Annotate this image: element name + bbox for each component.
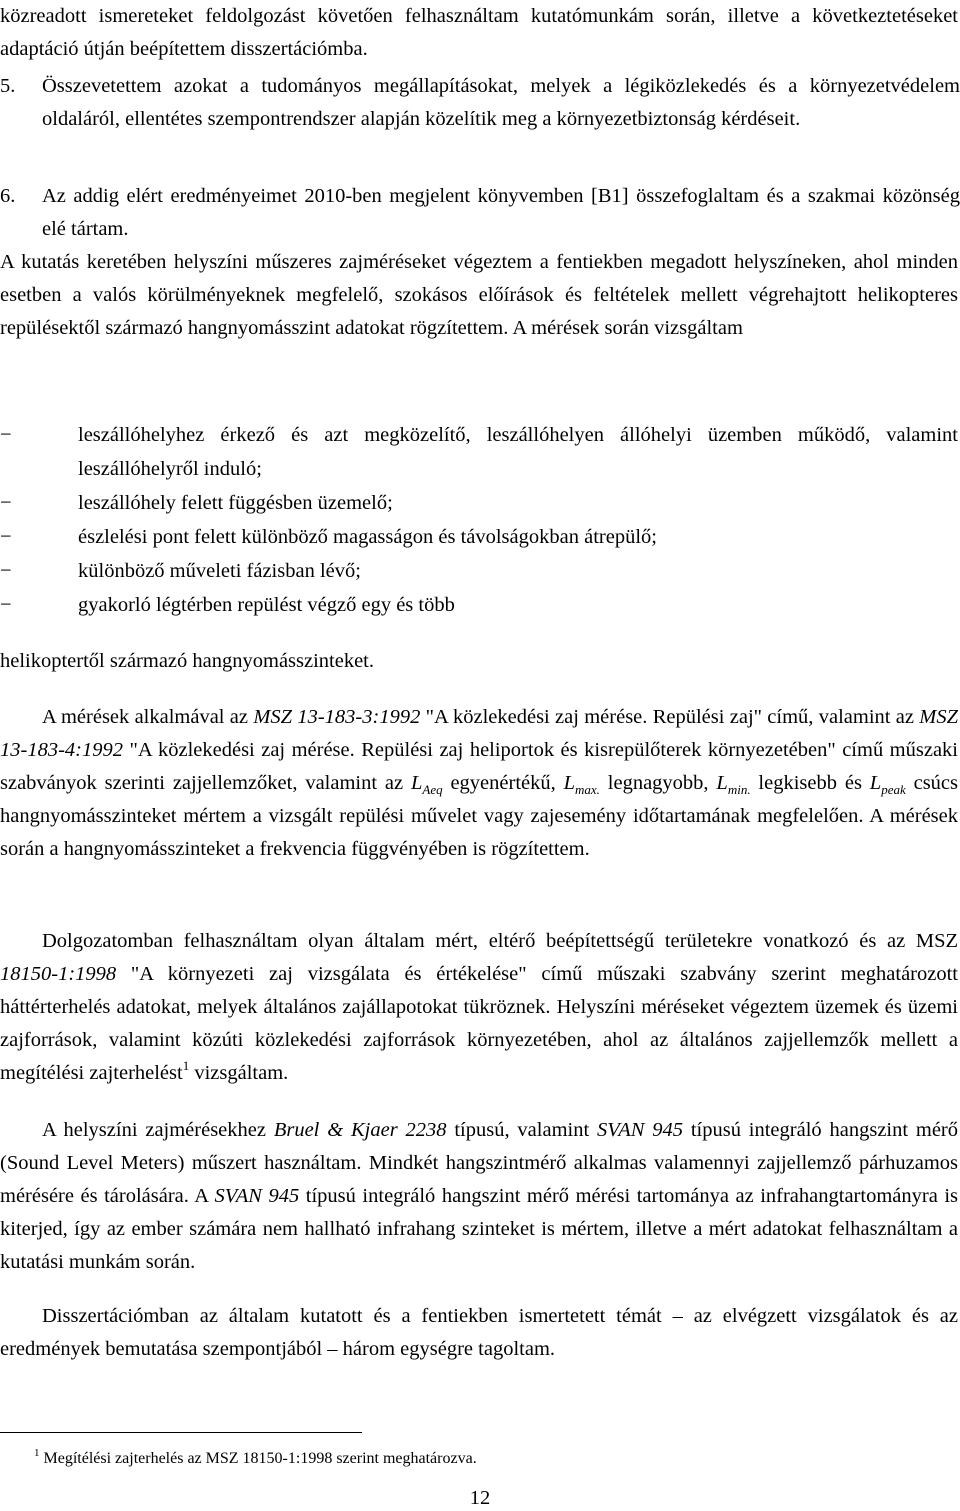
subscript: Aeq [422,782,443,797]
instrument-name: SVAN 945 [214,1185,300,1207]
dash-marker: − [0,492,12,514]
list-item: − észlelési pont felett különböző magasságon és távolságokban átrepülő; [0,520,958,554]
footnote: $^1$ Megítélési zajterhelés az MSZ 18150-1:1998 szerint meghatározva. [34,1447,477,1467]
dash-marker: − [0,526,12,548]
item-text: Összevetettem azokat a tudományos megállapításokat, melyek a légiközlekedés és a környezetvédelem oldaláról, ellentétes szempontrendszer alapján közelítik meg a környezetbiztonság kérdéseit. [42,75,960,130]
instruments-paragraph: A helyszíni zajmérésekhez Bruel & Kjaer 2238 típusú, valamint SVAN 945 típusú integráló hangszint mérő (Sound Level Meters) műszert használtam. Mindkét hangszintmérő alkalmas valamennyi zajjellemző párhuzamos mérésére és tárolására. A SVAN 945 típusú integráló hangszint mérő mérési tartománya az infrahangtartományra is kiterjed, így az ember számára nem hallható infrahang szinteket is mértem, illetve a mért adatokat felhasználtam a kutatási munkám során. [0,1119,959,1273]
subscript: min. [727,782,751,797]
subscript: max. [575,782,600,797]
closing-paragraph: Disszertációmban az általam kutatott és a fentiekben ismertetett témát – az elvégzett vizsgálatok és az eredmények bemutatása szempontjából – három egységre tagoltam. [0,1305,958,1360]
standard-ref: 18150-1:1998 [0,963,117,985]
list-conclusion: helikoptertől származó hangnyomásszinteket. [0,650,375,672]
instrument-name: SVAN 945 [596,1119,684,1141]
item-number: 6. [0,185,16,207]
dash-marker: − [0,594,12,616]
dash-marker: − [0,560,12,582]
item-text: Az addig elért eredményeimet 2010-ben megjelent könyvemben [B1] összefoglaltam és a szakmai közönség elé tártam. [42,185,960,240]
footnote-ref: 1 [182,1058,190,1073]
list-item: − leszállóhelyhez érkező és azt megközelítő, leszállóhelyen állóhelyi üzemben működő, valamint leszállóhelyről induló; [0,418,958,486]
footnote-mark: 1 [34,1447,40,1459]
footnote-separator [0,1432,362,1433]
standard-ref: MSZ 13-183-3:1992 [253,706,421,728]
item-number: 5. [0,75,16,97]
subscript: peak [881,782,906,797]
list-item: − gyakorló légtérben repülést végző egy és több [0,588,958,622]
numbered-item-5 [0,70,960,136]
list-item: − különböző műveleti fázisban lévő; [0,554,958,588]
standards-paragraph: A mérések alkalmával az MSZ 13-183-3:1992 "A közlekedési zaj mérése. Repülési zaj" című, valamint az MSZ 13-183-4:1992 "A közlekedési zaj mérése. Repülési zaj heliportok és kisrepülőterek környezetében" című műszaki szabványok szerinti zajjellemzőket, valamint az $L_{Aeq}$ egyenértékű, $L_{max.}$ legnagyobb, $L_{min.}$ legkisebb és $L_{peak}$ csúcs hangnyomásszinteket mértem a vizsgált repülési művelet vagy zajesemény időtartamának megfelelően. A mérések során a hangnyomásszinteket a frekvencia függvényében is rögzítettem. [0,706,959,860]
measurement-list [0,418,958,622]
dash-marker: − [0,424,12,446]
list-item: − leszállóhely felett függésben üzemelő; [0,486,958,520]
numbered-item-6 [0,180,960,246]
intro-continuation: közreadott ismereteket feldolgozást követően felhasználtam kutatómunkám során, illetve a következtetéseket adaptáció útján beépítettem disszertációmba. [0,5,958,60]
standard-ref: MSZ 13-183-4:1992 [0,706,958,761]
instrument-name: Bruel & Kjaer 2238 [273,1119,447,1141]
background-paragraph: Dolgozatomban felhasználtam olyan általam mért, eltérő beépítettségű területekre vonatkozó és az MSZ 18150-1:1998 "A környezeti zaj vizsgálata és értékelése" című műszaki szabvány szerint meghatározott háttérterhelés adatokat, melyek általános zajállapotokat tükröznek. Helyszíni méréseket végeztem üzemek és üzemi zajforrások, valamint közúti közlekedési zajforrások környezetében, ahol az általános zajjellemzők mellett a megítélési zajterhelést$^1$ vizsgáltam. [0,930,958,1084]
measurement-paragraph: A kutatás keretében helyszíni műszeres zajméréseket végeztem a fentiekben megadott helyszíneken, ahol minden esetben a valós körülményeknek megfelelő, szokásos előírások és feltételek mellett végrehajtott helikopteres repülésektől származó hangnyomásszint adatokat rögzítettem. A mérések során vizsgáltam [0,251,958,339]
page-number: 12 [469,1487,491,1509]
